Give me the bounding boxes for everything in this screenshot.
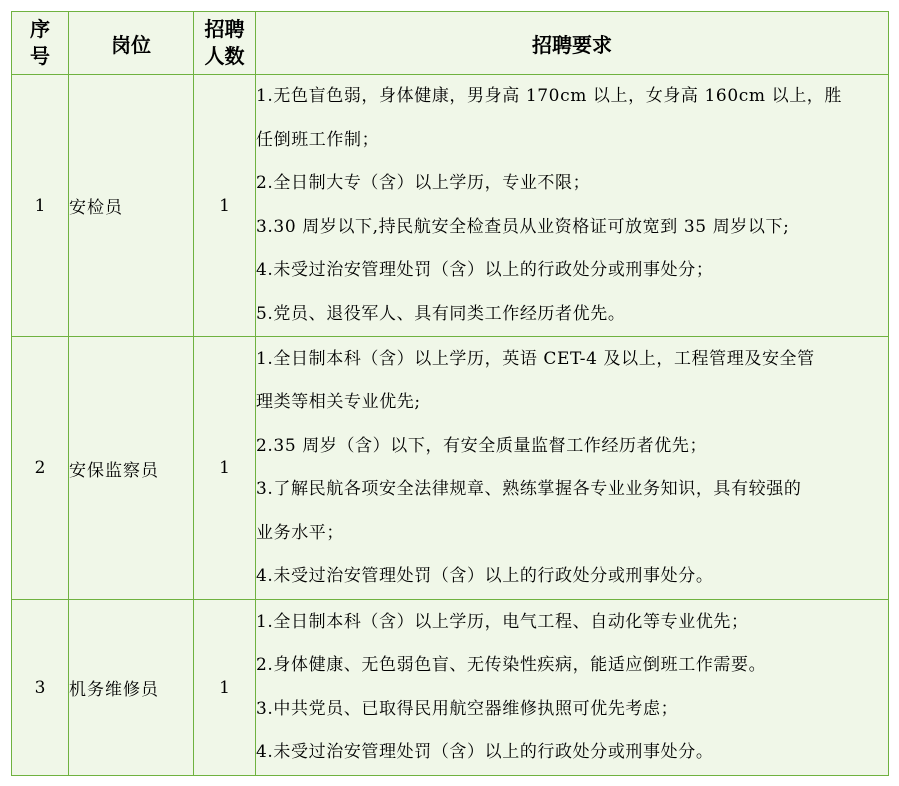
table-header-row: [12, 12, 889, 75]
row-seq: 2: [12, 337, 69, 600]
requirement-line: 2.35 周岁（含）以下，有安全质量监督工作经历者优先；: [256, 435, 708, 456]
row-count: 1: [194, 600, 256, 776]
header-count-top: 招聘: [204, 17, 245, 41]
requirement-line: 1.全日制本科（含）以上学历，电气工程、自动化等专业优先；: [256, 611, 749, 632]
header-position: 岗位: [69, 12, 194, 75]
table-row: [12, 75, 889, 337]
requirement-line: 4.未受过治安管理处罚（含）以上的行政处分或刑事处分。: [256, 742, 714, 762]
requirement-line: 业务水平；: [256, 522, 344, 543]
requirements-list: [256, 75, 888, 336]
header-requirements: 招聘要求: [256, 12, 889, 75]
row-seq: 3: [12, 600, 69, 776]
header-count-bottom: 人数: [204, 44, 245, 68]
row-requirements: [256, 600, 889, 776]
header-count: [194, 12, 256, 75]
requirement-line: 4.未受过治安管理处罚（含）以上的行政处分或刑事处分；: [256, 260, 714, 280]
row-seq: 1: [12, 75, 69, 337]
requirement-line: 任倒班工作制；: [256, 129, 380, 150]
row-count: 1: [194, 337, 256, 600]
table-row: [12, 600, 889, 776]
requirement-line: 4.未受过治安管理处罚（含）以上的行政处分或刑事处分。: [256, 566, 714, 586]
row-position: 安保监察员: [69, 337, 194, 600]
table-row: [12, 337, 889, 600]
header-seq-top: 序: [30, 17, 50, 41]
requirements-list: [256, 338, 888, 599]
recruitment-table: [11, 11, 889, 776]
row-requirements: [256, 337, 889, 600]
requirement-line: 3.中共党员、已取得民用航空器维修执照可优先考虑；: [256, 698, 679, 719]
requirement-line: 1.无色盲色弱，身体健康，男身高 170cm 以上，女身高 160cm 以上，胜: [256, 86, 843, 106]
requirement-line: 3.了解民航各项安全法律规章、熟练掌握各专业业务知识，具有较强的: [256, 479, 802, 499]
requirement-line: 3.30 周岁以下,持民航安全检查员从业资格证可放宽到 35 周岁以下;: [256, 216, 790, 237]
header-seq-bottom: 号: [30, 44, 50, 68]
row-position: 机务维修员: [69, 600, 194, 776]
requirement-line: 5.党员、退役军人、具有同类工作经历者优先。: [256, 303, 626, 324]
requirement-line: 2.全日制大专（含）以上学历，专业不限；: [256, 173, 591, 193]
requirement-line: 1.全日制本科（含）以上学历，英语 CET-4 及以上，工程管理及安全管: [256, 348, 815, 369]
row-count: 1: [194, 75, 256, 337]
row-requirements: [256, 75, 889, 337]
row-position: 安检员: [69, 75, 194, 337]
requirement-line: 理类等相关专业优先;: [256, 392, 421, 412]
requirement-line: 2.身体健康、无色弱色盲、无传染性疾病，能适应倒班工作需要。: [256, 655, 767, 675]
header-seq: [12, 12, 69, 75]
requirements-list: [256, 601, 888, 775]
